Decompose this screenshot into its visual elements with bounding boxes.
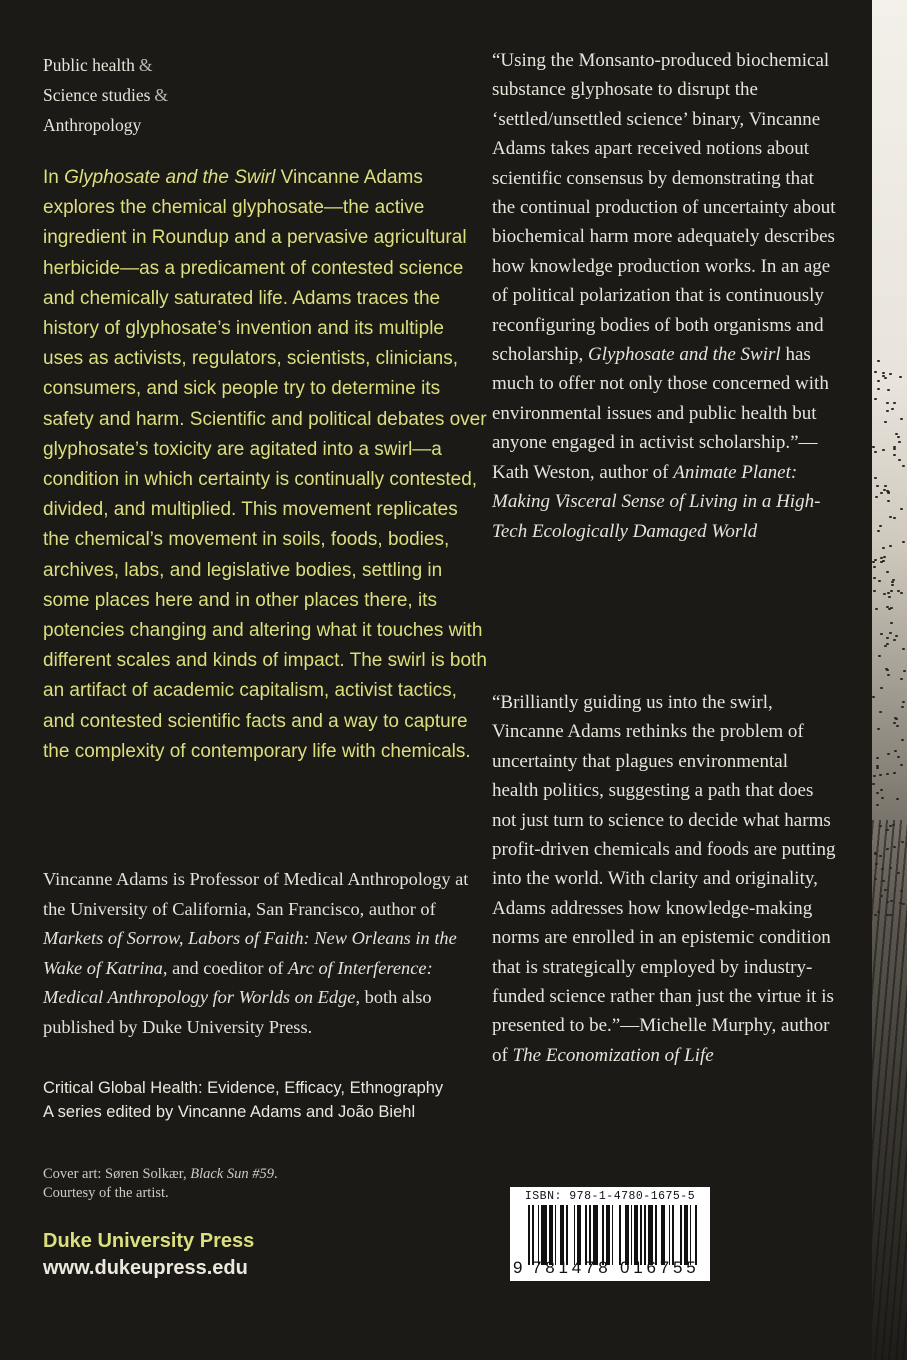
bird-speck (883, 556, 886, 558)
barcode-bar (541, 1205, 547, 1265)
bird-speck (873, 577, 876, 579)
bird-speck (874, 853, 877, 855)
bird-speck (874, 398, 877, 400)
bird-speck (897, 436, 900, 438)
bird-speck (879, 855, 882, 857)
credit-suffix: . (274, 1166, 278, 1182)
bird-speck (886, 571, 889, 573)
barcode-bar (644, 1205, 646, 1265)
bird-speck (879, 825, 882, 827)
blurb-author-book: Animate Planet: Making Visceral Sense of Living in a High-Tech Ecologically Damaged World (492, 461, 821, 542)
blurb-text: “Brilliantly guiding us into the swirl, Vincanne Adams rethinks the problem of uncertainty that plagues environmental health politics, suggesting a path that does not just turn to science to decide what harms profit-driven chemicals and foods are putting into the world. With clarity and originality, Adams addresses how knowledge-making norms are enrolled in an epistemic condition that is strategically employed by industry-funded science rather than just the virtue it is presented to be.”—Michelle Murphy, author of (492, 692, 836, 1066)
bird-speck (879, 525, 882, 527)
artwork-title: Black Sun #59 (190, 1166, 274, 1182)
bird-speck (887, 592, 890, 594)
barcode-bar (528, 1205, 530, 1265)
barcode-digit-group: 016755 (620, 1258, 700, 1277)
bird-speck (888, 596, 891, 598)
series-title: Critical Global Health: Evidence, Efficacy, Ethnography (43, 1079, 444, 1097)
bird-speck (901, 706, 904, 708)
bird-speck (895, 635, 898, 637)
subject-label: Anthropology (43, 115, 142, 135)
bird-speck (898, 459, 901, 461)
ampersand: & (154, 85, 169, 105)
bird-speck (878, 580, 881, 582)
bird-speck (890, 590, 893, 592)
barcode-bar (532, 1205, 534, 1265)
bird-speck (874, 914, 877, 916)
bird-speck (900, 678, 903, 680)
bio-text: , both also published by Duke University Press. (43, 987, 432, 1037)
bird-speck (889, 545, 892, 547)
bird-speck (889, 867, 892, 869)
bird-speck (884, 485, 887, 487)
cover-art-line (43, 1165, 463, 1184)
book-description (43, 163, 488, 767)
isbn-barcode (510, 1187, 710, 1281)
bird-speck (872, 783, 875, 785)
bird-speck (878, 655, 881, 657)
barcode-bar (625, 1205, 629, 1265)
bird-speck (893, 722, 896, 724)
bird-speck (882, 547, 885, 549)
bird-speck (900, 418, 903, 420)
bird-speck (884, 889, 887, 891)
bird-speck (876, 767, 879, 769)
blurb-author-book: The Economization of Life (512, 1044, 714, 1066)
bird-speck (879, 774, 882, 776)
bird-speck (880, 789, 883, 791)
bird-speck (882, 880, 885, 882)
bird-speck (886, 901, 889, 903)
bird-speck (884, 421, 887, 423)
bird-speck (889, 632, 892, 634)
barcode-bar (631, 1205, 633, 1265)
bird-speck (881, 797, 884, 799)
barcode-digit-group: 781478 (532, 1258, 612, 1277)
endorsement-murphy (492, 688, 839, 1070)
courtesy-line: Courtesy of the artist. (43, 1185, 169, 1201)
bird-speck (902, 701, 905, 703)
bird-speck (880, 557, 883, 559)
bird-speck (902, 903, 905, 905)
bird-speck (879, 711, 882, 713)
bird-speck (893, 402, 896, 404)
bird-speck (877, 380, 880, 382)
bird-speck (872, 446, 875, 448)
bird-speck (877, 728, 880, 730)
barcode-bar (619, 1205, 621, 1265)
bird-speck (872, 561, 875, 563)
bird-speck (897, 872, 900, 874)
barcode-bar (538, 1205, 540, 1265)
barcode-bar (640, 1205, 642, 1265)
desc-body: Vincanne Adams explores the chemical glyphosate—the active ingredient in Roundup and a pervasive agricultural herbicide—as a predicament of contested science and chemically saturated life. Adams traces the history of glyphosate’s invention and its multiple uses as activists, regulators, scientists, clinicians, consumers, and sick people try to determine its safety and harm. Scientific and political debates over glyphosate’s toxicity are agitated into a swirl—a condition in which certainty is continually contested, divided, and multiplied. This movement replicates the chemical’s movement in soils, foods, bodies, archives, labs, and legislative bodies, settling in some places here and in other places there, its potencies changing and altering what it touches with different scales and kinds of impact. The swirl is both an artifact of academic capitalism, activist tactics, and contested scientific facts and a way to capture the complexity of contemporary life with chemicals. (43, 167, 487, 762)
bird-speck (891, 584, 894, 586)
bird-speck (896, 798, 899, 800)
author-bio (43, 865, 488, 1043)
bird-speck (882, 449, 885, 451)
credit-prefix: Cover art: Søren Solkær, (43, 1166, 191, 1182)
bird-speck (890, 622, 893, 624)
barcode-bar (684, 1205, 688, 1265)
series-info (43, 1076, 493, 1124)
barcode-bar (593, 1205, 599, 1265)
barcode-bar (655, 1205, 657, 1265)
barcode-bar (695, 1205, 697, 1265)
bird-speck (891, 408, 894, 410)
subject-categories (43, 50, 168, 140)
barcode-bar (669, 1205, 671, 1265)
barcode-bar (648, 1205, 654, 1265)
ampersand: & (138, 55, 153, 75)
bird-speck (877, 530, 880, 532)
bird-speck (893, 517, 896, 519)
bird-speck (888, 608, 891, 610)
bird-speck (903, 670, 906, 672)
bird-speck (887, 492, 890, 494)
isbn-label: ISBN: 978-1-4780-1675-5 (524, 1190, 696, 1203)
bird-speck (876, 485, 879, 487)
series-editors: A series edited by Vincanne Adams and João Biehl (43, 1103, 416, 1121)
cover-credit (43, 1165, 463, 1203)
barcode-bar (680, 1205, 682, 1265)
bird-speck (899, 902, 902, 904)
bird-speck (902, 648, 905, 650)
bird-speck (900, 764, 903, 766)
barcode-bar (549, 1205, 553, 1265)
cover-photo-strip (872, 0, 907, 1360)
bird-speck (900, 508, 903, 510)
bird-speck (902, 541, 905, 543)
bird-speck (875, 608, 878, 610)
bird-speck (891, 581, 894, 583)
bio-text: , and coeditor of (162, 957, 289, 978)
bird-speck (873, 590, 876, 592)
bird-speck (897, 756, 900, 758)
bird-speck (875, 863, 878, 865)
blurb-book-title: Glyphosate and the Swirl (588, 344, 781, 366)
bird-speck (900, 592, 903, 594)
bird-speck (886, 848, 889, 850)
bird-speck (898, 441, 901, 443)
bird-speck (894, 750, 897, 752)
bird-speck (873, 775, 876, 777)
bird-speck (880, 895, 883, 897)
barcode-bar (606, 1205, 610, 1265)
bird-speck (894, 717, 897, 719)
endorsement-weston (492, 46, 839, 546)
bird-speck (900, 890, 903, 892)
bird-speck (876, 804, 879, 806)
publisher-block (43, 1228, 254, 1282)
bird-speck (896, 725, 899, 727)
bird-speck (887, 500, 890, 502)
barcode-bar (566, 1205, 568, 1265)
bird-speck (874, 477, 877, 479)
bird-speck (886, 773, 889, 775)
bird-speck (877, 388, 880, 390)
bird-speck (886, 829, 889, 831)
bird-speck (877, 911, 880, 913)
bio-text: is Professor of Medical Anthropology at the University of California, San Francisco, author of (43, 869, 469, 919)
barcode-bar (661, 1205, 665, 1265)
barcode-bar (634, 1205, 638, 1265)
bio-book-title: Arc of Interference: Medical Anthropology for Worlds on Edge (43, 957, 433, 1008)
bird-speck (874, 371, 877, 373)
barcode-bar (589, 1205, 591, 1265)
publisher-name: Duke University Press (43, 1230, 255, 1252)
bird-speck (873, 566, 876, 568)
publisher-url[interactable]: www.dukeupress.edu (43, 1257, 248, 1279)
bird-speck (886, 410, 889, 412)
bird-speck (889, 516, 892, 518)
bird-speck (880, 561, 883, 563)
bird-speck (893, 454, 896, 456)
bird-speck (890, 900, 893, 902)
subject-line (43, 80, 168, 110)
bird-speck (899, 376, 902, 378)
desc-book-title: Glyphosate and the Swirl (64, 167, 276, 188)
bird-speck (886, 914, 889, 916)
barcode-bar (574, 1205, 576, 1265)
bird-speck (886, 669, 889, 671)
bird-speck (901, 841, 904, 843)
bird-speck (882, 372, 885, 374)
barcode-bar (560, 1205, 564, 1265)
bird-speck (874, 451, 877, 453)
barcode-bar (555, 1205, 557, 1265)
subject-label: Science studies (43, 85, 151, 105)
bird-speck (876, 792, 879, 794)
bird-speck (893, 448, 896, 450)
bird-speck (872, 696, 875, 698)
bird-speck (877, 360, 880, 362)
bird-speck (887, 389, 890, 391)
barcode-lead-digit: 9 (513, 1258, 523, 1277)
bird-speck (895, 433, 898, 435)
subject-label: Public health (43, 55, 135, 75)
bird-speck (880, 687, 883, 689)
bird-speck (902, 465, 905, 467)
bird-speck (889, 914, 892, 916)
author-name: Vincanne Adams (43, 869, 169, 889)
bird-speck (893, 446, 896, 448)
bio-book-title: Markets of Sorrow, Labors of Faith: New Orleans in the Wake of Katrina (43, 928, 457, 978)
barcode-bar (690, 1205, 692, 1265)
bird-speck (880, 633, 883, 635)
barcode-bar (612, 1205, 614, 1265)
desc-prefix: In (43, 167, 65, 188)
bird-speck (897, 590, 900, 592)
bird-speck (892, 824, 895, 826)
bird-speck (887, 753, 890, 755)
barcode-bar (602, 1205, 604, 1265)
barcode-bars (528, 1205, 704, 1265)
bird-speck (901, 739, 904, 741)
bird-speck (881, 868, 884, 870)
bird-speck (887, 674, 890, 676)
subject-line (43, 110, 168, 140)
bird-speck (876, 765, 879, 767)
bird-speck (875, 496, 878, 498)
bird-speck (889, 373, 892, 375)
barcode-bar (672, 1205, 674, 1265)
bird-speck (880, 492, 883, 494)
bird-speck (893, 772, 896, 774)
bird-speck (893, 846, 896, 848)
bird-speck (883, 593, 886, 595)
bird-speck (893, 639, 896, 641)
bird-speck (874, 559, 877, 561)
bird-speck (884, 645, 887, 647)
subject-line (43, 50, 168, 80)
bird-speck (883, 489, 886, 491)
blurb-text: has much to offer not only those concerned with environmental issues and public health but anyone engaged in activist scholarship.”—Kath Weston, author of (492, 344, 829, 483)
blurb-text: “Using the Monsanto-produced biochemical substance glyphosate to disrupt the ‘settled/unsettled science’ binary, Vincanne Adams takes apart received notions about scientific consensus by demonstrating that the continual production of uncertainty about biochemical harm more adequately describes how knowledge production works. In an age of political polarization that is continuously reconfiguring bodies of both organisms and scholarship, (492, 50, 836, 366)
barcode-bar (577, 1205, 581, 1265)
barcode-bar (585, 1205, 587, 1265)
bird-speck (874, 878, 877, 880)
bird-speck (886, 402, 889, 404)
bird-speck (876, 757, 879, 759)
bird-speck (884, 377, 887, 379)
bird-speck (886, 637, 889, 639)
